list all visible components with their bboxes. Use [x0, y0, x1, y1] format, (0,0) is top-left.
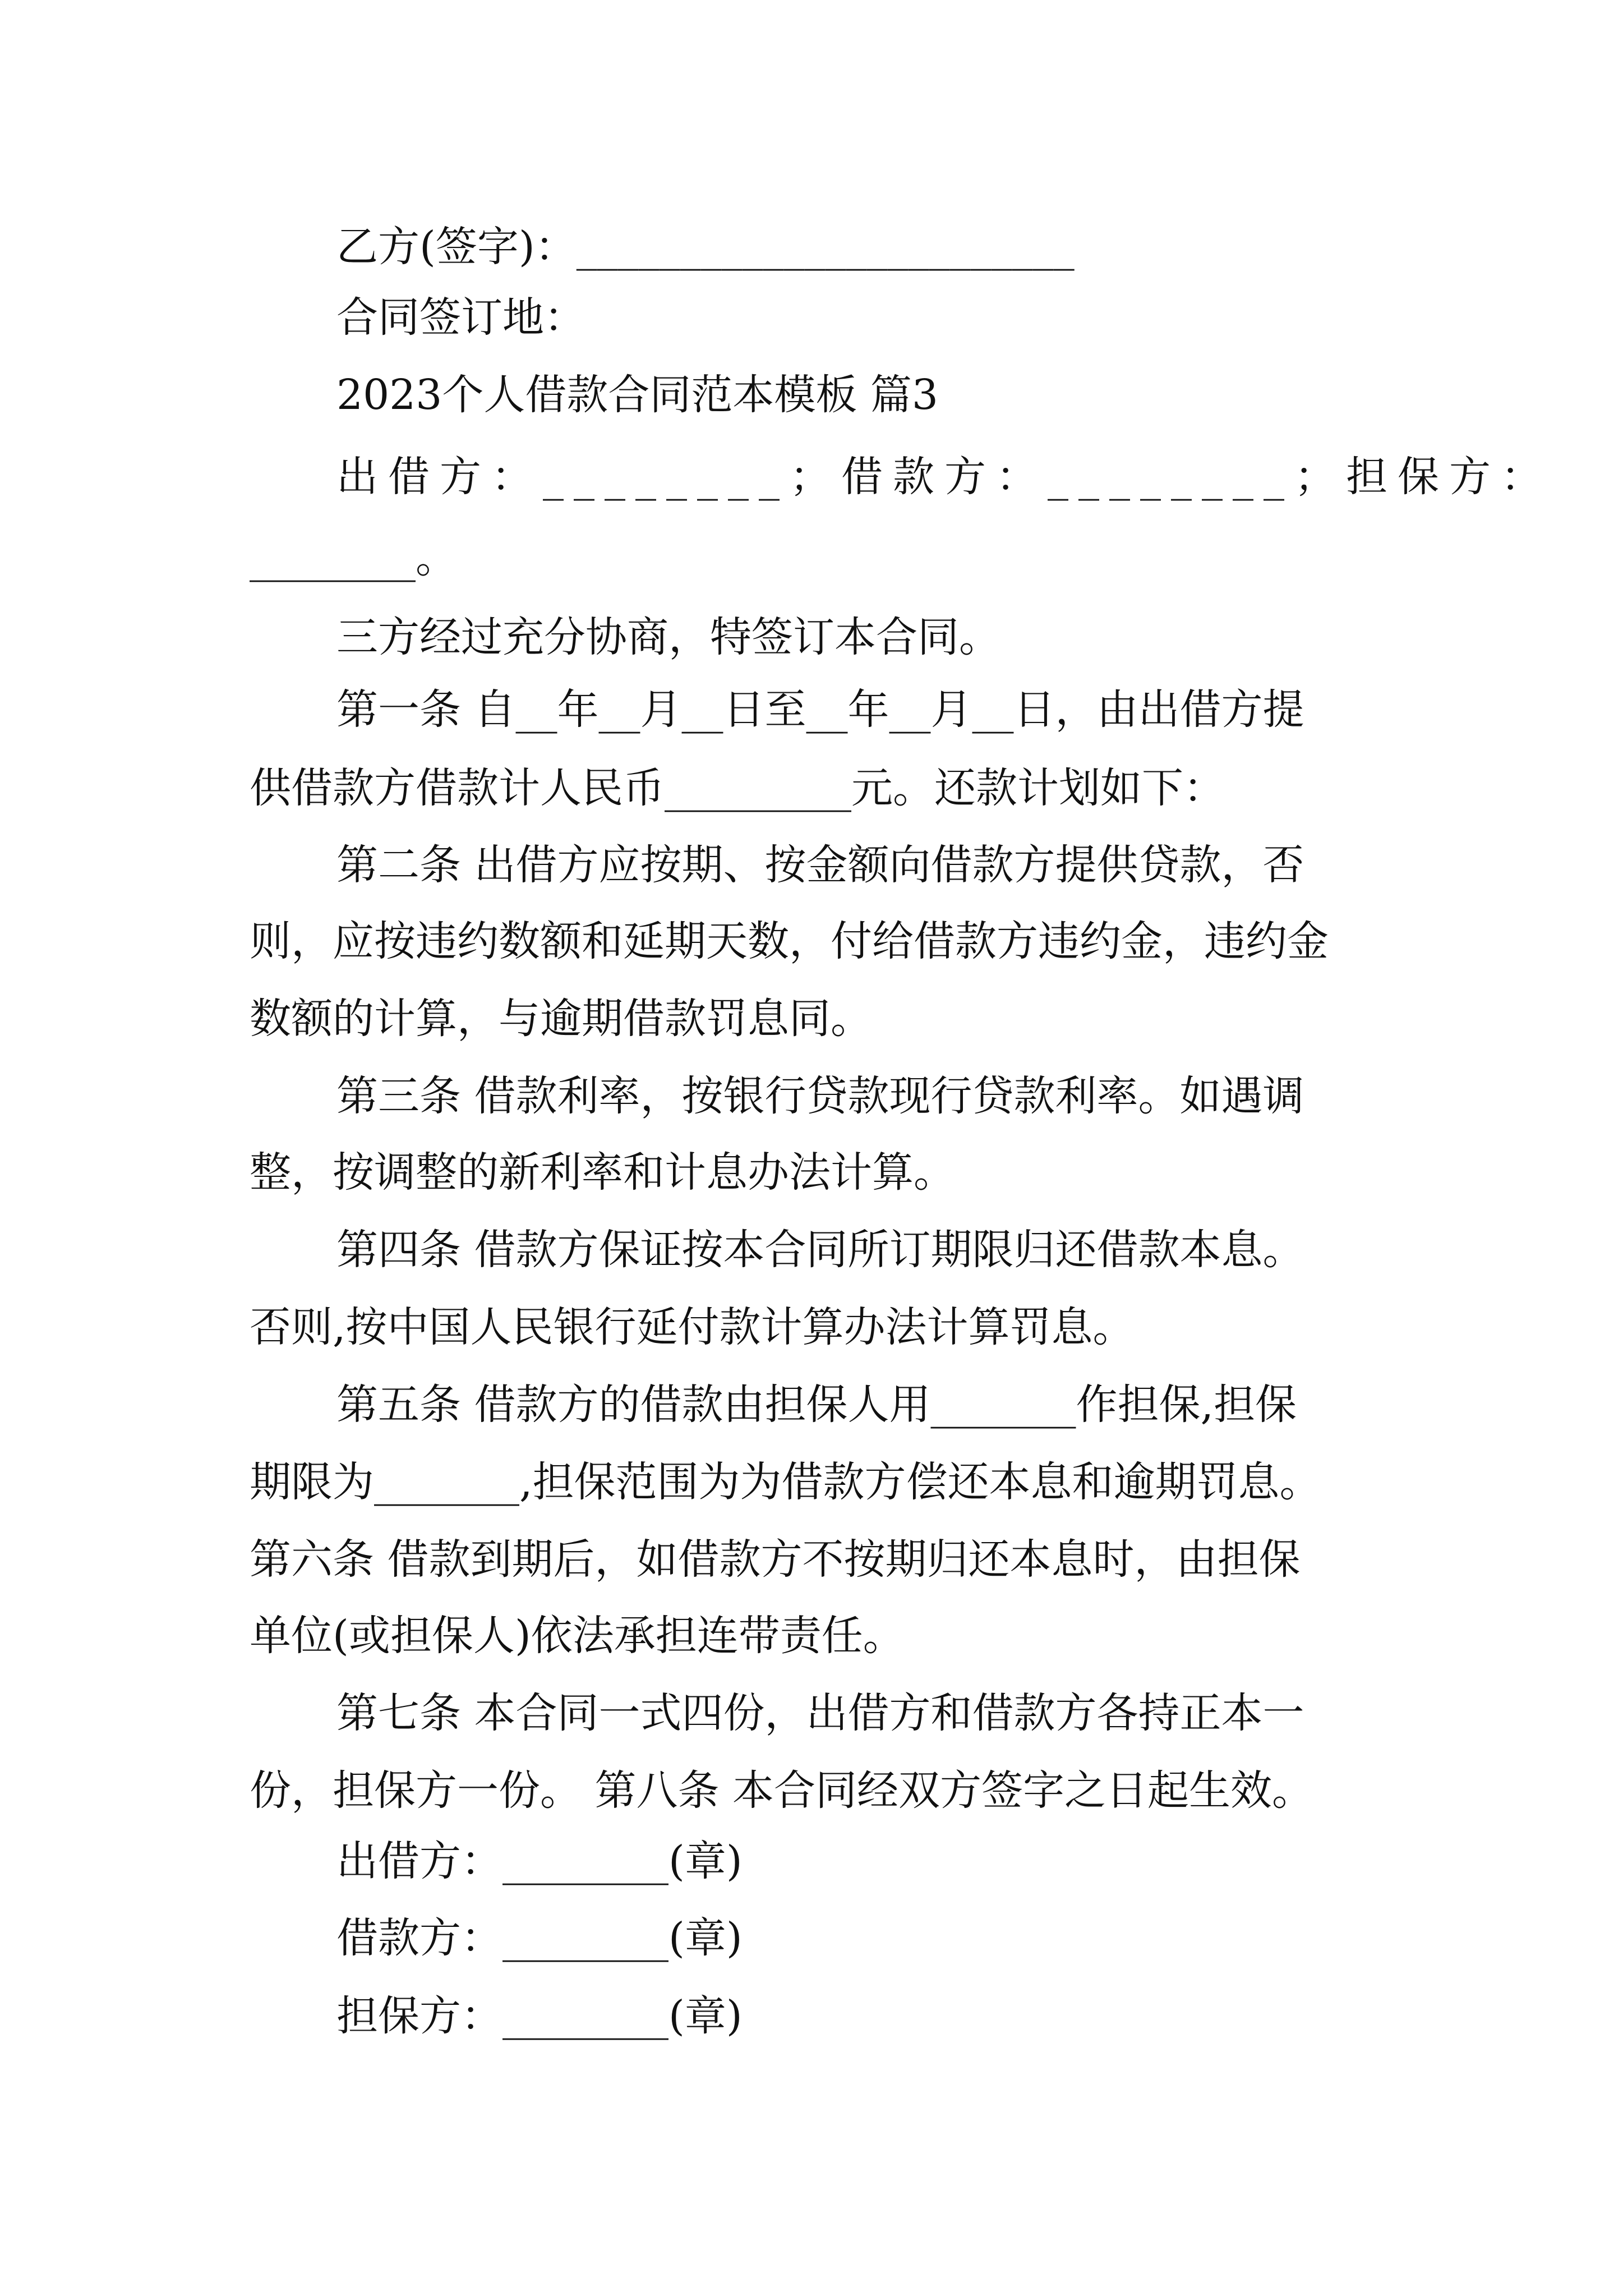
- preamble-line: 三方经过充分协商，特签订本合同。: [336, 613, 1000, 661]
- article-2-line-3: 数额的计算，与逾期借款罚息同。: [250, 995, 872, 1043]
- guarantor-signature-line: 担保方：________(章): [336, 1992, 743, 2040]
- article-4-line-2: 否则,按中国人民银行延付款计算办法计算罚息。: [250, 1303, 1135, 1351]
- article-5-line-1: 第五条 借款方的借款由担保人用_______作担保,担保: [336, 1381, 1297, 1429]
- article-2-line-1: 第二条 出借方应按期、按金额向借款方提供贷款，否: [336, 841, 1304, 889]
- parties-line-continued: ________。: [250, 534, 457, 582]
- section-heading: 2023个人借款合同范本模板 篇3: [336, 371, 938, 419]
- article-2-line-2: 则，应按违约数额和延期天数，付给借款方违约金，违约金: [250, 917, 1329, 965]
- signing-place-line: 合同签订地：: [336, 293, 585, 342]
- article-3-line-2: 整，按调整的新利率和计息办法计算。: [250, 1148, 955, 1197]
- borrower-signature-line: 借款方：________(章): [336, 1914, 743, 1962]
- article-1-line-1: 第一条 自__年__月__日至__年__月__日，由出借方提: [336, 685, 1304, 734]
- article-1-line-2: 供借款方借款计人民币_________元。还款计划如下：: [250, 764, 1225, 812]
- signature-line-party-b: 乙方(签字)：________________________: [336, 223, 1075, 271]
- lender-signature-line: 出借方：________(章): [336, 1837, 743, 1885]
- parties-line: 出借方：________；借款方：________；担保方：: [336, 453, 1552, 501]
- article-4-line-1: 第四条 借款方保证按本合同所订期限归还借款本息。: [336, 1226, 1304, 1274]
- article-7-line-1: 第七条 本合同一式四份，出借方和借款方各持正本一: [336, 1689, 1304, 1737]
- article-6-line-2: 单位(或担保人)依法承担连带责任。: [250, 1612, 905, 1660]
- article-5-line-2: 期限为_______,担保范围为为借款方偿还本息和逾期罚息。: [250, 1458, 1321, 1506]
- article-3-line-1: 第三条 借款利率，按银行贷款现行贷款利率。如遇调: [336, 1072, 1304, 1120]
- article-6-line-1: 第六条 借款到期后，如借款方不按期归还本息时，由担保: [250, 1535, 1301, 1584]
- article-7-8-line: 份，担保方一份。 第八条 本合同经双方签字之日起生效。: [250, 1766, 1314, 1815]
